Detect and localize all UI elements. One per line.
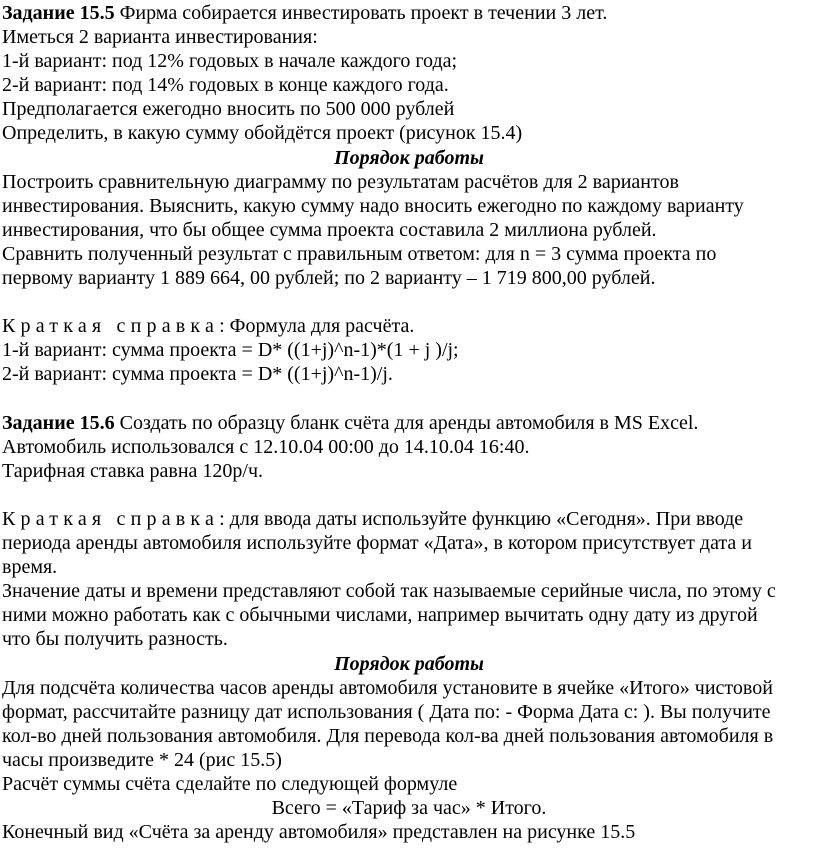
- formula-line: Всего = «Тариф за час» * Итого.: [271, 797, 547, 820]
- hint-label: Краткая справка: [2, 507, 220, 530]
- text-line: инвестирования, что бы общее сумма проекта составила 2 миллиона рублей.: [2, 218, 657, 241]
- task-heading: Задание 15.6: [2, 411, 115, 434]
- text-line: Автомобиль использовался с 12.10.04 00:00 до 14.10.04 16:40.: [2, 435, 530, 458]
- task-intro: Фирма собирается инвестировать проект в течении 3 лет.: [114, 2, 608, 24]
- text-line: формат, рассчитайте разницу дат использования ( Дата по: - Форма Дата с: ). Вы получите: [2, 700, 771, 723]
- text-line: Определить, в какую сумму обойдётся проект (рисунок 15.4): [2, 122, 523, 145]
- hint-line: [2, 314, 816, 338]
- text-line: 1-й вариант: под 12% годовых в начале каждого года;: [2, 50, 458, 73]
- text-line: Конечный вид «Счёта за аренду автомобиля» представлен на рисунке 15.5: [2, 821, 636, 844]
- text-line: Иметься 2 варианта инвестирования:: [2, 26, 318, 49]
- procedure-heading: Порядок работы: [334, 146, 484, 169]
- task-15-6: [2, 411, 816, 845]
- text-line: Расчёт суммы счёта сделайте по следующей формуле: [2, 773, 458, 795]
- hint-label: Краткая справка: [2, 315, 220, 338]
- task-intro: Создать по образцу бланк счёта для аренды автомобиля в MS Excel.: [114, 411, 699, 434]
- task-15-6-title-line: [2, 411, 816, 435]
- hint-text: : Формула для расчёта.: [219, 315, 415, 338]
- text-line: время.: [2, 556, 58, 579]
- text-line: кол-во дней пользования автомобиля. Для перевода кол-ва дней пользования автомобиля в: [2, 724, 774, 747]
- text-line: инвестирования. Выяснить, какую сумму надо вносить ежегодно по каждому варианту: [2, 194, 744, 217]
- task-15-5: [2, 1, 816, 387]
- task-15-5-title-line: [2, 1, 816, 25]
- blank-line: [2, 483, 816, 507]
- text-line: 2-й вариант: под 14% годовых в конце каждого года.: [2, 74, 449, 97]
- text-line: Построить сравнительную диаграмму по результатам расчётов для 2 вариантов: [2, 170, 679, 193]
- formula-line: 2-й вариант: сумма проекта = D* ((1+j)^n-1)/j.: [2, 363, 393, 386]
- hint-text: : для ввода даты используйте функцию «Сегодня». При вводе: [219, 507, 744, 530]
- blank-line: [2, 387, 816, 411]
- text-line: Тарифная ставка равна 120р/ч.: [2, 459, 264, 482]
- blank-line: [2, 290, 816, 314]
- text-line: первому варианту 1 889 664, 00 рублей; по 2 варианту – 1 719 800,00 рублей.: [2, 267, 656, 290]
- text-line: часы произведите * 24 (рис 15.5): [2, 748, 282, 771]
- text-line: Значение даты и времени представляют собой так называемые серийные числа, по этому с: [2, 580, 776, 603]
- procedure-heading: Порядок работы: [334, 652, 484, 675]
- text-line: Для подсчёта количества часов аренды автомобиля установите в ячейке «Итого» чистовой: [2, 676, 773, 699]
- text-line: периода аренды автомобиля используйте формат «Дата», в котором присутствует дата и: [2, 532, 752, 555]
- hint-line: [2, 507, 816, 531]
- task-heading: Задание 15.5: [2, 2, 115, 24]
- text-line: Сравнить полученный результат с правильным ответом: для n = 3 сумма проекта по: [2, 242, 717, 265]
- text-line: ними можно работать как с обычными числами, например вычитать одну дату из другой: [2, 604, 758, 627]
- formula-line: 1-й вариант: сумма проекта = D* ((1+j)^n-1)*(1 + j )/j;: [2, 339, 459, 362]
- text-line: что бы получить разность.: [2, 628, 228, 651]
- text-line: Предполагается ежегодно вносить по 500 000 рублей: [2, 98, 455, 121]
